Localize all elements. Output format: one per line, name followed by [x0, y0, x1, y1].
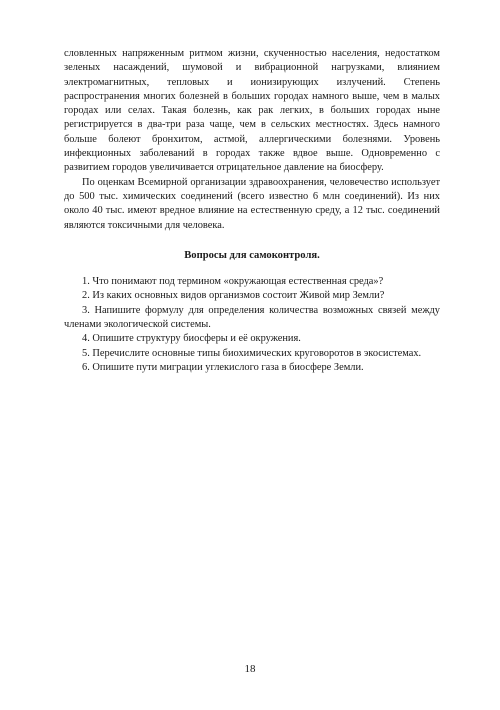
body-paragraph-1: словленных напряженным ритмом жизни, скученностью населения, недостатком зеленых насаждений, шумовой и вибрационной нагрузками, влиянием электромагнитных, тепловых и ионизирующих излучений. Степень распространения многих болезней в больших городах намного выше, чем в малых городах или селах. Такая болезнь, как рак легких, в больших городах ныне регистрируется в два-три раза чаще, чем в сельских местностях. Здесь намного больше болеют бронхитом, астмой, аллергическими болезнями. Уровень инфекционных заболеваний в городах также вдвое выше. Одновременно с развитием городов увеличивается отрицательное давление на биосферу. — [64, 48, 440, 174]
question-item: 6. Опишите пути миграции углекислого газа в биосфере Земли. — [82, 361, 364, 373]
question-item: 1. Что понимают под термином «окружающая естественная среда»? — [82, 276, 384, 288]
page-number: 18 — [244, 663, 256, 675]
question-item: 5. Перечислите основные типы биохимических круговоротов в экосистемах. — [82, 347, 422, 359]
question-item: 3. Напишите формулу для определения количества возможных связей между членами экологической системы. — [64, 304, 440, 331]
question-item: 4. Опишите структуру биосферы и её окружения. — [82, 333, 301, 345]
questions-list — [64, 275, 440, 375]
section-heading: Вопросы для самоконтроля. — [184, 249, 320, 261]
page-content — [64, 47, 440, 375]
body-paragraph-2: По оценкам Всемирной организации здравоохранения, человечество использует до 500 тыс. химических соединений (всего известно 6 млн соединений). Из них около 40 тыс. имеют вредное влияние на естественную среду, а 12 тыс. соединений являются токсичными для человека. — [64, 176, 440, 231]
question-item: 2. Из каких основных видов организмов состоит Живой мир Земли? — [82, 290, 385, 302]
